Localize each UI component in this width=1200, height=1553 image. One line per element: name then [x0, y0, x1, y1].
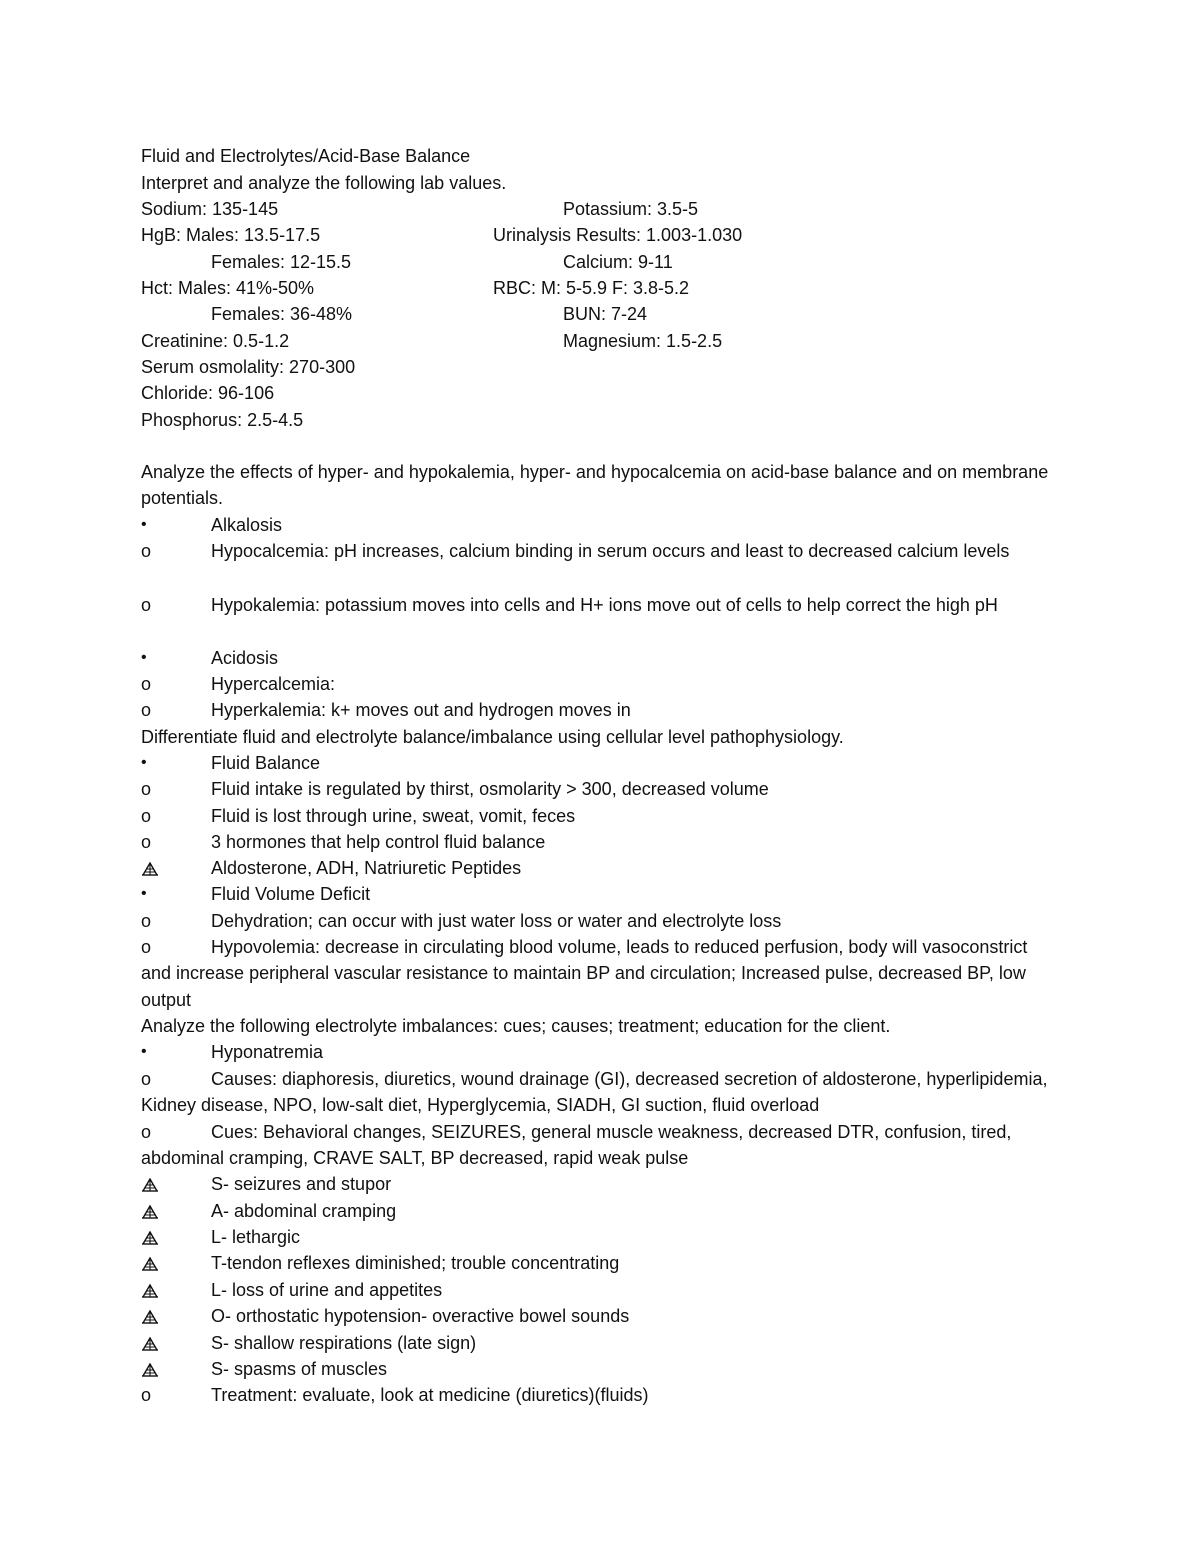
fluid-heading: Differentiate fluid and electrolyte balance/imbalance using cellular level pathophysiology. — [141, 727, 844, 747]
lab-urinalysis: Urinalysis Results: 1.003-1.030 — [493, 225, 743, 245]
lab-magnesium: Magnesium: 1.5-2.5 — [563, 331, 723, 351]
cues-item: Cues: Behavioral changes, SEIZURES, general muscle weakness, decreased DTR, confusion, tired, abdominal cramping, CRAVE SALT, BP decreased, rapid weak pulse — [141, 1122, 1012, 1169]
acidosis-item: Acidosis — [211, 648, 279, 668]
circle-marker: o — [141, 806, 152, 826]
wingding-bullet-icon — [141, 1224, 181, 1250]
circle-marker: o — [141, 595, 152, 615]
acid-base-heading: Analyze the effects of hyper- and hypokalemia, hyper- and hypocalcemia on acid-base balance and on membrane potentials. — [141, 462, 1049, 509]
wingding-bullet-icon — [141, 1356, 181, 1382]
wingding-bullet-icon — [141, 1171, 181, 1197]
lab-hct-females: Females: 36-48% — [211, 304, 353, 324]
document-title: Fluid and Electrolytes/Acid-Base Balance — [141, 146, 471, 166]
circle-marker: o — [141, 674, 152, 694]
treatment-item: Treatment: evaluate, look at medicine (diuretics)(fluids) — [211, 1385, 649, 1405]
lab-rbc: RBC: M: 5-5.9 F: 3.8-5.2 — [493, 278, 690, 298]
bullet-marker: • — [141, 885, 147, 902]
bullet-marker: • — [141, 649, 147, 666]
wingding-bullet-icon — [141, 1303, 181, 1329]
lab-bun: BUN: 7-24 — [563, 304, 648, 324]
electrolyte-heading: Analyze the following electrolyte imbalances: cues; causes; treatment; education for the client. — [141, 1016, 891, 1036]
fluid-lost-item: Fluid is lost through urine, sweat, vomit, feces — [211, 806, 576, 826]
wingding-bullet-icon — [141, 855, 181, 881]
mnemonic-item: O- orthostatic hypotension- overactive bowel sounds — [211, 1306, 630, 1326]
hypokalemia-item: Hypokalemia: potassium moves into cells and H+ ions move out of cells to help correct the high pH — [211, 595, 998, 615]
alkalosis-item: Alkalosis — [211, 515, 283, 535]
lab-intro: Interpret and analyze the following lab values. — [141, 173, 507, 193]
mnemonic-item: S- seizures and stupor — [211, 1174, 392, 1194]
hypercalcemia-item: Hypercalcemia: — [211, 674, 336, 694]
bullet-marker: • — [141, 754, 147, 771]
circle-marker: o — [141, 541, 152, 561]
wingding-bullet-icon — [141, 1250, 181, 1276]
mnemonic-item: T-tendon reflexes diminished; trouble concentrating — [211, 1253, 620, 1273]
mnemonic-item: L- lethargic — [211, 1227, 301, 1247]
circle-marker: o — [141, 832, 152, 852]
fluid-intake-item: Fluid intake is regulated by thirst, osmolarity > 300, decreased volume — [211, 779, 769, 799]
hypovolemia-item: Hypovolemia: decrease in circulating blood volume, leads to reduced perfusion, body will vasoconstrict and increase peripheral vascular resistance to maintain BP and circulation; Increased pulse, decreased BP, low output — [141, 937, 1028, 1010]
hyponatremia-item: Hyponatremia — [211, 1042, 324, 1062]
circle-marker: o — [141, 1069, 152, 1089]
fluid-deficit-item: Fluid Volume Deficit — [211, 884, 371, 904]
circle-marker: o — [141, 911, 152, 931]
wingding-bullet-icon — [141, 1198, 181, 1224]
bullet-marker: • — [141, 516, 147, 533]
hypocalcemia-item: Hypocalcemia: pH increases, calcium binding in serum occurs and least to decreased calcium levels — [211, 541, 1010, 561]
circle-marker: o — [141, 937, 152, 957]
hormone-list-item: Aldosterone, ADH, Natriuretic Peptides — [211, 858, 522, 878]
circle-marker: o — [141, 779, 152, 799]
lab-hct-males: Hct: Males: 41%-50% — [141, 278, 315, 298]
bullet-marker: • — [141, 1043, 147, 1060]
fluid-balance-item: Fluid Balance — [211, 753, 321, 773]
circle-marker: o — [141, 700, 152, 720]
mnemonic-item: L- loss of urine and appetites — [211, 1280, 443, 1300]
lab-hgb-males: HgB: Males: 13.5-17.5 — [141, 225, 321, 245]
hormones-item: 3 hormones that help control fluid balance — [211, 832, 546, 852]
circle-marker: o — [141, 1122, 152, 1142]
wingding-bullet-icon — [141, 1330, 181, 1356]
mnemonic-item: A- abdominal cramping — [211, 1201, 397, 1221]
circle-marker: o — [141, 1385, 152, 1405]
lab-potassium: Potassium: 3.5-5 — [563, 199, 699, 219]
wingding-bullet-icon — [141, 1277, 181, 1303]
causes-item: Causes: diaphoresis, diuretics, wound drainage (GI), decreased secretion of aldosterone, hyperlipidemia, Kidney disease, NPO, low-salt diet, Hyperglycemia, SIADH, GI suction, fluid overload — [141, 1069, 1048, 1116]
hyperkalemia-item: Hyperkalemia: k+ moves out and hydrogen moves in — [211, 700, 631, 720]
mnemonic-item: S- spasms of muscles — [211, 1359, 388, 1379]
lab-calcium: Calcium: 9-11 — [563, 252, 673, 272]
lab-creatinine: Creatinine: 0.5-1.2 — [141, 331, 290, 351]
mnemonic-item: S- shallow respirations (late sign) — [211, 1333, 477, 1353]
lab-phosphorus: Phosphorus: 2.5-4.5 — [141, 410, 304, 430]
lab-chloride: Chloride: 96-106 — [141, 383, 275, 403]
dehydration-item: Dehydration; can occur with just water loss or water and electrolyte loss — [211, 911, 782, 931]
lab-hgb-females: Females: 12-15.5 — [211, 252, 352, 272]
lab-serum-osmolality: Serum osmolality: 270-300 — [141, 357, 356, 377]
lab-sodium: Sodium: 135-145 — [141, 199, 279, 219]
